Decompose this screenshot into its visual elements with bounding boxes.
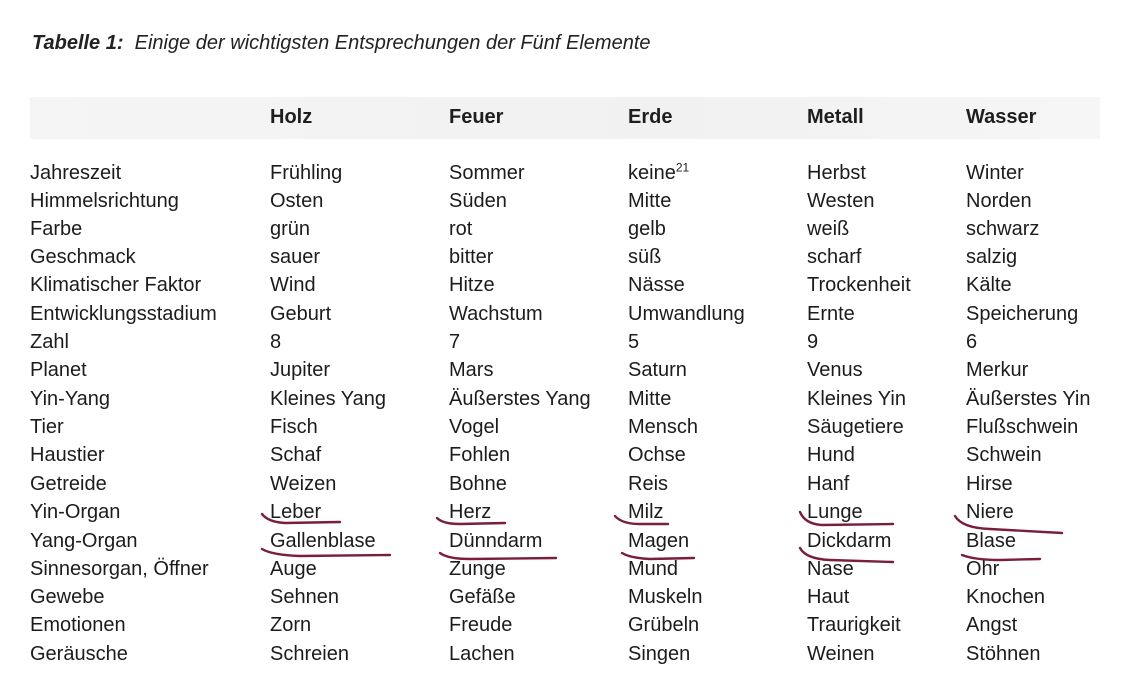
column-header: Erde xyxy=(628,106,673,128)
table-cell: 6 xyxy=(966,331,978,353)
table-cell: Singen xyxy=(628,643,691,665)
table-cell: Milz xyxy=(628,501,664,523)
table-cell: scharf xyxy=(807,246,862,268)
table-row xyxy=(0,444,1123,472)
table-cell: Äußerstes Yang xyxy=(449,388,591,410)
table-row xyxy=(0,246,1123,274)
table-cell: Reis xyxy=(628,473,669,495)
row-label: Geräusche xyxy=(30,643,128,665)
table-cell: Fohlen xyxy=(449,444,511,466)
table-cell: Säugetiere xyxy=(807,416,904,438)
table-cell: Kälte xyxy=(966,274,1012,296)
table-cell: Trockenheit xyxy=(807,274,911,296)
table-cell: Weinen xyxy=(807,643,875,665)
table-row xyxy=(0,586,1123,614)
table-cell: Vogel xyxy=(449,416,500,438)
footnote-reference: 21 xyxy=(675,160,690,175)
table-cell: Süden xyxy=(449,190,507,212)
table-cell: 8 xyxy=(270,331,282,353)
row-label: Planet xyxy=(30,359,87,381)
row-label: Jahreszeit xyxy=(30,162,122,184)
table-cell: Schaf xyxy=(270,444,322,466)
table-cell: Mitte xyxy=(628,190,672,212)
table-cell: Mensch xyxy=(628,416,699,438)
row-label: Zahl xyxy=(30,331,69,353)
table-cell: Kleines Yin xyxy=(807,388,906,410)
table-cell: Freude xyxy=(449,614,513,636)
table-cell: Magen xyxy=(628,530,690,552)
table-cell: Haut xyxy=(807,586,850,608)
table-cell: Hund xyxy=(807,444,855,466)
table-row xyxy=(0,501,1123,529)
table-cell: Herbst xyxy=(807,162,866,184)
table-cell: Speicherung xyxy=(966,303,1079,325)
row-label: Sinnesorgan, Öffner xyxy=(30,558,209,580)
table-cell: bitter xyxy=(449,246,494,268)
caption-label: Tabelle 1: xyxy=(32,32,124,54)
table-row xyxy=(0,274,1123,302)
table-cell: Ohr xyxy=(966,558,1000,580)
table-row xyxy=(0,388,1123,416)
table-cell: Angst xyxy=(966,614,1018,636)
table-row xyxy=(0,162,1123,190)
table-cell: Muskeln xyxy=(628,586,703,608)
table-cell: Dickdarm xyxy=(807,530,892,552)
table-cell: Leber xyxy=(270,501,322,523)
table-row xyxy=(0,416,1123,444)
table-cell: Westen xyxy=(807,190,875,212)
cell-text: keine xyxy=(628,162,676,184)
table-cell: 9 xyxy=(807,331,819,353)
table-cell: Hirse xyxy=(966,473,1013,495)
table-cell: Ernte xyxy=(807,303,855,325)
table-cell: Auge xyxy=(270,558,317,580)
table-row xyxy=(0,190,1123,218)
row-label: Yin-Yang xyxy=(30,388,111,410)
table-cell: salzig xyxy=(966,246,1018,268)
table-cell: Umwandlung xyxy=(628,303,745,325)
table-cell: Fisch xyxy=(270,416,318,438)
row-label: Tier xyxy=(30,416,64,438)
table-cell: Winter xyxy=(966,162,1024,184)
table-cell: Hanf xyxy=(807,473,850,495)
table-cell: Nase xyxy=(807,558,854,580)
table-cell: Venus xyxy=(807,359,863,381)
table-cell: Merkur xyxy=(966,359,1029,381)
table-cell: Nässe xyxy=(628,274,685,296)
column-header: Holz xyxy=(270,106,313,128)
table-row xyxy=(0,614,1123,642)
table-cell: Lachen xyxy=(449,643,515,665)
table-cell: 5 xyxy=(628,331,640,353)
table-row xyxy=(0,331,1123,359)
table-caption xyxy=(32,32,651,55)
table-cell: Osten xyxy=(270,190,324,212)
row-label: Klimatischer Faktor xyxy=(30,274,202,296)
table-cell: Mars xyxy=(449,359,494,381)
table-cell xyxy=(628,162,689,185)
table-cell: Sehnen xyxy=(270,586,339,608)
table-row xyxy=(0,359,1123,387)
table-cell: Kleines Yang xyxy=(270,388,387,410)
table-row xyxy=(0,473,1123,501)
row-label: Gewebe xyxy=(30,586,105,608)
table-cell: sauer xyxy=(270,246,321,268)
row-label: Haustier xyxy=(30,444,105,466)
column-header: Metall xyxy=(807,106,864,128)
table-cell: Mitte xyxy=(628,388,672,410)
table-row xyxy=(0,218,1123,246)
table-cell: Dünndarm xyxy=(449,530,543,552)
table-cell: Schreien xyxy=(270,643,349,665)
table-cell: Zunge xyxy=(449,558,506,580)
table-cell: Stöhnen xyxy=(966,643,1041,665)
table-header-band xyxy=(30,97,1100,139)
table-cell: Ochse xyxy=(628,444,686,466)
row-label: Farbe xyxy=(30,218,83,240)
table-cell: Niere xyxy=(966,501,1014,523)
table-cell: Lunge xyxy=(807,501,863,523)
table-cell: Wachstum xyxy=(449,303,543,325)
table-cell: weiß xyxy=(807,218,850,240)
table-cell: Frühling xyxy=(270,162,343,184)
table-cell: Blase xyxy=(966,530,1017,552)
table-cell: Knochen xyxy=(966,586,1045,608)
table-cell: Herz xyxy=(449,501,492,523)
row-label: Yang-Organ xyxy=(30,530,138,552)
row-label: Geschmack xyxy=(30,246,136,268)
caption-text: Einige der wichtigsten Entsprechungen der Fünf Elemente xyxy=(134,32,651,54)
table-cell: Traurigkeit xyxy=(807,614,901,636)
table-cell: schwarz xyxy=(966,218,1040,240)
table-cell: Weizen xyxy=(270,473,337,495)
row-label: Getreide xyxy=(30,473,107,495)
table-cell: Gefäße xyxy=(449,586,516,608)
row-label: Himmelsrichtung xyxy=(30,190,179,212)
table-row xyxy=(0,643,1123,671)
table-cell: Bohne xyxy=(449,473,507,495)
table-cell: Geburt xyxy=(270,303,332,325)
row-label: Yin-Organ xyxy=(30,501,121,523)
table-cell: Flußschwein xyxy=(966,416,1079,438)
column-header: Feuer xyxy=(449,106,504,128)
table-cell: Hitze xyxy=(449,274,495,296)
table-cell: Grübeln xyxy=(628,614,700,636)
table-cell: Saturn xyxy=(628,359,687,381)
table-cell: Jupiter xyxy=(270,359,331,381)
row-label: Entwicklungsstadium xyxy=(30,303,217,325)
table-row xyxy=(0,558,1123,586)
table-cell: Norden xyxy=(966,190,1032,212)
table-cell: Äußerstes Yin xyxy=(966,388,1091,410)
table-cell: Schwein xyxy=(966,444,1042,466)
table-row xyxy=(0,303,1123,331)
table-cell: Zorn xyxy=(270,614,312,636)
table-cell: 7 xyxy=(449,331,461,353)
row-label: Emotionen xyxy=(30,614,126,636)
table-cell: süß xyxy=(628,246,662,268)
table-cell: Wind xyxy=(270,274,316,296)
table-cell: Gallenblase xyxy=(270,530,376,552)
table-cell: gelb xyxy=(628,218,666,240)
table-cell: rot xyxy=(449,218,473,240)
table-cell: Sommer xyxy=(449,162,525,184)
table-cell: grün xyxy=(270,218,311,240)
column-header: Wasser xyxy=(966,106,1037,128)
table-cell: Mund xyxy=(628,558,679,580)
table-row xyxy=(0,530,1123,558)
